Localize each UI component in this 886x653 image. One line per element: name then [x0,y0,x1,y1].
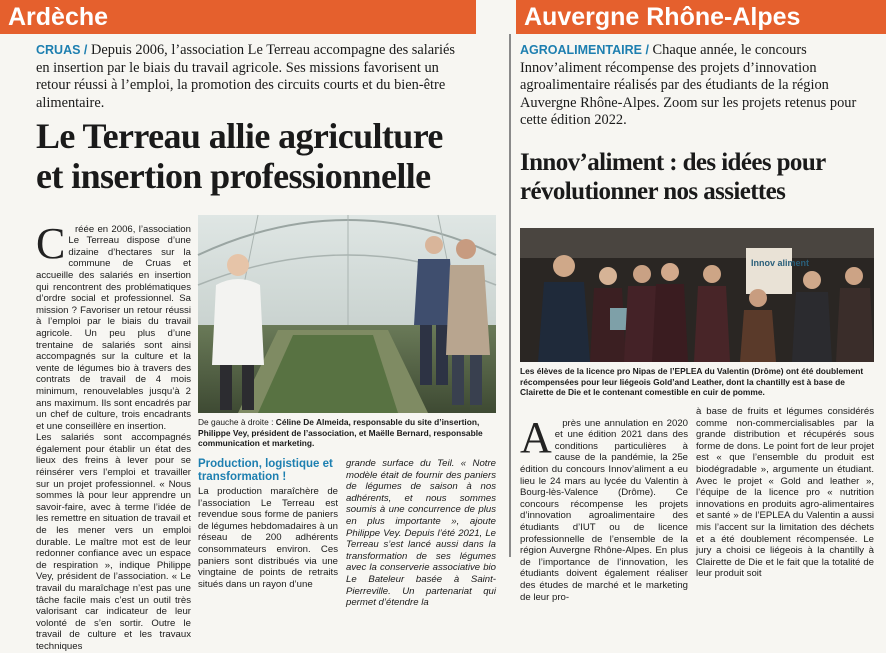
photo-sign-text: Innov aliment [751,258,810,268]
right-lead-paragraph [520,42,870,130]
right-headline [520,148,875,206]
right-body-column-2: à base de fruits et légumes considérés comme non-commercialisables par la grande distribution et récupérés sous forme de dons. Le point fort de leur projet est « que l’ensemble du produit est biodégradable », argumente un étudiant. Avec le projet « Gold and leather », l’équipe de la licence pro « nutrition innovations en produits agro-alimentaires et santé » de l’EPLEA du Valentin a aussi mis l’accent sur la limitation des déchets et a été doublement récompensée. Le jury a choisi ce liégeois à la chantilly à Clairette de Die et le fait que la totalité de leur produit soit [696,406,877,580]
left-body-column-3: grande surface du Teil. « Notre modèle était de fournir des paniers de légumes de saison à nos adhérents, et nous sommes soumis à une concurrence de plus en plus importante », ajoute Philippe Vey. Depuis l’été 2021, Le Terreau s’est lancé aussi dans la transformation de ses légumes avec la conserverie associative bio Le Bateleur basée à Saint-Pierreville. Un partenariat qui permet d’étendre la [346,458,499,609]
left-caption-text: Céline De Almeida, responsable du site d’insertion, Philippe Vey, président de l’association, et Maëlle Bernard, responsable communication et marketing. [198,417,483,448]
left-body-column-1 [36,212,191,652]
region-banner-auvergne [516,0,886,34]
right-dropcap: A [520,412,552,462]
region-title: Ardèche [8,3,109,31]
left-dropcap: C [36,218,66,268]
left-headline-line2: et insertion professionnelle [36,156,431,196]
right-headline-line2: révolutionner nos assiettes [520,178,786,205]
left-caption-prefix: De gauche à droite : [198,417,276,427]
region-banner-ardeche [0,0,476,34]
left-lead-text: Depuis 2006, l’association Le Terreau accompagne des salariés en insertion par le biais du travail agricole. Ses missions favorisent un retour réussi à l’emploi, la promotion des circuits courts et du bien-être alimentaire. [36,42,455,111]
left-headline [36,116,476,196]
awards-photo [520,228,874,362]
right-body-column-1 [520,406,691,603]
right-kicker: AGROALIMENTAIRE / [520,43,649,57]
left-body-column-2: La production maraîchère de l’association Le Terreau est revendue sous forme de paniers de légumes hebdomadaires à un réseau de 200 adhérents consommateurs environ. Ces paniers sont distribués via une vingtaine de points de retraits situés dans un rayon d’une [198,486,341,590]
left-headline-line1: Le Terreau allie agriculture [36,116,443,156]
right-photo-caption: Les élèves de la licence pro Nipas de l’EPLEA du Valentin (Drôme) ont été doublement récompensées pour leur liégeois Gold’and Leather, dont la chantilly est à base de Clairette de Die et le contenant comestible en cuir de pomme. [520,366,864,397]
column-divider [509,34,511,557]
left-subhead: Production, logistique et transformation ! [198,458,333,483]
right-body-col1-text: près une annulation en 2020 et une édition 2021 dans des conditions particulières à cause de la pandémie, la 25e édition du concours Innov’aliment a eu lieu le 24 mars au lycée du Valentin à Bourg-lès-Valence (Drôme). Ce concours récompense les projets d’innovation agroalimentaire des étudiants d’IUT ou de licence professionnelle de l’ensemble de la région Auvergne Rhône-Alpes. En plus de l’importance de l’innovation, les étudiants doivent également réaliser des études de marché et le marketing de leur pro- [520,417,691,603]
left-kicker: CRUAS / [36,43,88,57]
left-photo-caption [198,417,496,449]
greenhouse-photo [198,215,496,413]
region-title: Auvergne Rhône-Alpes [524,3,801,31]
left-lead-paragraph [36,42,468,112]
right-lead-text: Chaque année, le concours Innov’aliment récompense des projets d’innovation agroalimentaire réalisés par des étudiants de la région Auvergne Rhône-Alpes. Zoom sur les projets retenus pour cette édition 2022. [520,42,857,128]
left-body-col1-text: réée en 2006, l’association Le Terreau dispose d’une dizaine d’hectares sur la commune de Cruas et accueille des salariés en insertion qui rencontrent des problématiques d’ordre social et professionnel. Sa mission ? Favoriser un retour réussi à l’emploi par le biais du travail agricole. Un peu plus d’une trentaine de salariés sont ainsi accompagnés sur la culture et la vente de légumes bio à travers des contrats de travail de 4 mois minimum, renouvelables jusqu’à 2 ans maximum. Ils sont encadrés par un chef de culture, trois encadrants et une conseillère en insertion. Les salariés sont accompagnés également pour établir un état des lieux des freins à lever pour se réinsérer vers l’emploi et travailler sur un projet professionnel. « Nous sommes là pour leur apprendre un savoir-faire, avec à terme l’idée de les remettre en situation de travail et de les mener vers un emploi durable. Le maître mot est de leur redonner confiance avec un espace de respiration », indique Philippe Vey, président de l’association. « Le travail du maraîchage n’est pas une tâche facile mais c’est un outil très valorisant car indicateur de leur volonté de s’en sortir. Outre le travail de culture et les travaux techniques [36,223,191,652]
awards-photo-illustration [520,228,874,362]
greenhouse-photo-illustration [198,215,496,413]
right-headline-line1: Innov’aliment : des idées pour [520,149,826,176]
